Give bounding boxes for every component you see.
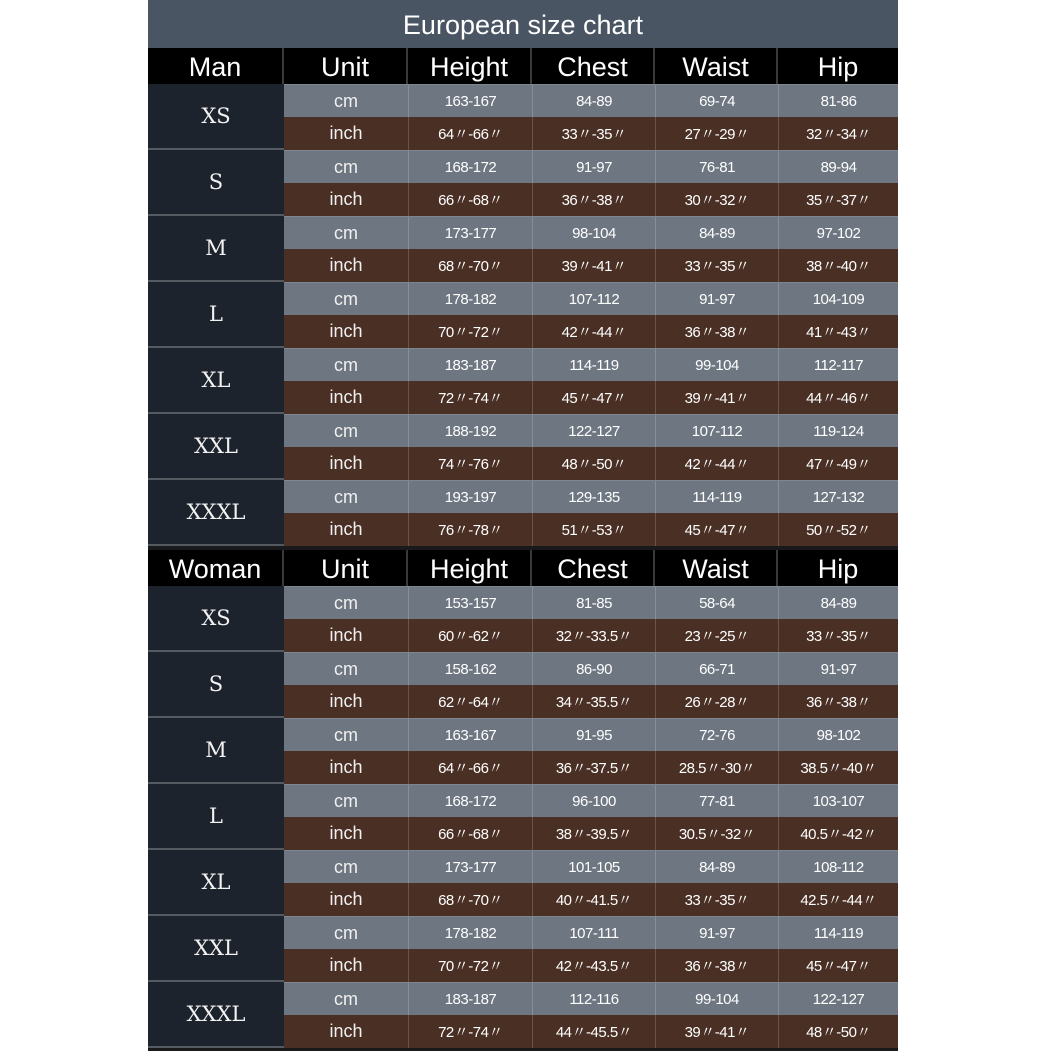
height-value: 74〃-76〃 — [408, 447, 532, 480]
unit-label: cm — [334, 988, 358, 1009]
height-value: 68〃-70〃 — [408, 249, 532, 282]
height-value: 60〃-62〃 — [408, 619, 532, 652]
chest-value: 40〃-41.5〃 — [532, 883, 655, 916]
waist-value: 39〃-41〃 — [655, 381, 778, 414]
unit-label: inch — [329, 625, 363, 645]
table-row — [284, 117, 898, 150]
column-header: Height — [408, 48, 532, 84]
hip-value: 42.5〃-44〃 — [778, 883, 898, 916]
height-value: 168-172 — [408, 151, 532, 183]
height-value: 64〃-66〃 — [408, 751, 532, 784]
waist-value: 30〃-32〃 — [655, 183, 778, 216]
column-header: Man — [148, 48, 284, 84]
chest-value: 98-104 — [532, 217, 655, 249]
column-header: Waist — [655, 48, 778, 84]
hip-value: 98-102 — [778, 719, 898, 751]
height-value: 70〃-72〃 — [408, 949, 532, 982]
height-value: 66〃-68〃 — [408, 817, 532, 850]
chest-value: 96-100 — [532, 785, 655, 817]
hip-value: 103-107 — [778, 785, 898, 817]
hip-value: 35〃-37〃 — [778, 183, 898, 216]
hip-value: 33〃-35〃 — [778, 619, 898, 652]
table-row — [284, 982, 898, 1015]
table-row — [284, 414, 898, 447]
hip-value: 47〃-49〃 — [778, 447, 898, 480]
hip-value: 32〃-34〃 — [778, 117, 898, 150]
chest-value: 34〃-35.5〃 — [532, 685, 655, 718]
unit-label: inch — [329, 519, 363, 539]
chest-value: 36〃-38〃 — [532, 183, 655, 216]
unit-label: cm — [334, 354, 358, 375]
table-row — [284, 619, 898, 652]
waist-value: 91-97 — [655, 283, 778, 315]
table-row — [284, 949, 898, 982]
column-header: Hip — [817, 52, 859, 82]
table-row — [284, 784, 898, 817]
hip-value: 41〃-43〃 — [778, 315, 898, 348]
height-value: 64〃-66〃 — [408, 117, 532, 150]
table-row — [284, 216, 898, 249]
hip-value: 36〃-38〃 — [778, 685, 898, 718]
waist-value: 77-81 — [655, 785, 778, 817]
unit-label: inch — [329, 123, 363, 143]
waist-value: 26〃-28〃 — [655, 685, 778, 718]
hip-value: 48〃-50〃 — [778, 1015, 898, 1048]
hip-value: 104-109 — [778, 283, 898, 315]
unit-label: cm — [334, 288, 358, 309]
hip-value: 122-127 — [778, 983, 898, 1015]
waist-value: 42〃-44〃 — [655, 447, 778, 480]
column-header: Chest — [532, 48, 655, 84]
height-value: 158-162 — [408, 653, 532, 685]
table-row — [284, 381, 898, 414]
size-label: XL — [148, 348, 284, 414]
waist-value: 114-119 — [655, 481, 778, 513]
height-value: 178-182 — [408, 917, 532, 949]
column-header: Unit — [284, 550, 408, 586]
waist-value: 45〃-47〃 — [655, 513, 778, 546]
hip-value: 114-119 — [778, 917, 898, 949]
column-header: Hip — [817, 554, 859, 584]
chest-value: 38〃-39.5〃 — [532, 817, 655, 850]
unit-label: inch — [329, 757, 363, 777]
table-row — [284, 1015, 898, 1048]
table-row — [284, 850, 898, 883]
size-label: XXXL — [148, 982, 284, 1048]
table-row — [284, 586, 898, 619]
size-chart — [148, 0, 898, 1051]
height-value: 163-167 — [408, 85, 532, 117]
unit-label: cm — [334, 724, 358, 745]
hip-value: 119-124 — [778, 415, 898, 447]
height-value: 168-172 — [408, 785, 532, 817]
unit-label: cm — [334, 922, 358, 943]
waist-value: 36〃-38〃 — [655, 949, 778, 982]
hip-value: 38.5〃-40〃 — [778, 751, 898, 784]
size-label: XXL — [148, 916, 284, 982]
size-label: M — [148, 718, 284, 784]
chest-value: 42〃-43.5〃 — [532, 949, 655, 982]
unit-label: cm — [334, 486, 358, 507]
hip-value: 44〃-46〃 — [778, 381, 898, 414]
height-value: 173-177 — [408, 217, 532, 249]
chest-value: 42〃-44〃 — [532, 315, 655, 348]
unit-label: inch — [329, 889, 363, 909]
chest-value: 51〃-53〃 — [532, 513, 655, 546]
size-label: XXL — [148, 414, 284, 480]
column-header: Woman — [148, 550, 284, 586]
chest-value: 114-119 — [532, 349, 655, 381]
waist-value: 72-76 — [655, 719, 778, 751]
hip-value: 45〃-47〃 — [778, 949, 898, 982]
column-header: Waist — [655, 550, 778, 586]
chest-value: 36〃-37.5〃 — [532, 751, 655, 784]
table-row — [284, 751, 898, 784]
chest-value: 45〃-47〃 — [532, 381, 655, 414]
height-value: 188-192 — [408, 415, 532, 447]
hip-value: 91-97 — [778, 653, 898, 685]
waist-value: 91-97 — [655, 917, 778, 949]
waist-value: 33〃-35〃 — [655, 249, 778, 282]
height-value: 72〃-74〃 — [408, 1015, 532, 1048]
chart-title: European size chart — [148, 0, 898, 48]
table-row — [284, 447, 898, 480]
waist-value: 27〃-29〃 — [655, 117, 778, 150]
height-value: 68〃-70〃 — [408, 883, 532, 916]
unit-label: cm — [334, 790, 358, 811]
unit-label: inch — [329, 189, 363, 209]
waist-value: 58-64 — [655, 587, 778, 619]
column-header: Height — [408, 550, 532, 586]
size-label: M — [148, 216, 284, 282]
chest-value: 84-89 — [532, 85, 655, 117]
chest-value: 107-112 — [532, 283, 655, 315]
unit-label: inch — [329, 691, 363, 711]
hip-value: 112-117 — [778, 349, 898, 381]
size-label: S — [148, 150, 284, 216]
table-row — [284, 480, 898, 513]
table-row — [284, 183, 898, 216]
unit-label: cm — [334, 156, 358, 177]
table-row — [284, 150, 898, 183]
unit-label: inch — [329, 321, 363, 341]
waist-value: 36〃-38〃 — [655, 315, 778, 348]
chest-value: 91-97 — [532, 151, 655, 183]
waist-value: 28.5〃-30〃 — [655, 751, 778, 784]
hip-value: 40.5〃-42〃 — [778, 817, 898, 850]
table-row — [284, 916, 898, 949]
hip-value: 38〃-40〃 — [778, 249, 898, 282]
size-label: S — [148, 652, 284, 718]
height-value: 70〃-72〃 — [408, 315, 532, 348]
height-value: 193-197 — [408, 481, 532, 513]
column-header: Unit — [284, 48, 408, 84]
unit-label: cm — [334, 222, 358, 243]
hip-value: 97-102 — [778, 217, 898, 249]
size-label: L — [148, 282, 284, 348]
chest-value: 32〃-33.5〃 — [532, 619, 655, 652]
height-value: 62〃-64〃 — [408, 685, 532, 718]
waist-value: 84-89 — [655, 217, 778, 249]
unit-label: cm — [334, 658, 358, 679]
waist-value: 23〃-25〃 — [655, 619, 778, 652]
table-row — [284, 718, 898, 751]
size-label: XS — [148, 586, 284, 652]
waist-value: 39〃-41〃 — [655, 1015, 778, 1048]
chest-value: 86-90 — [532, 653, 655, 685]
waist-value: 99-104 — [655, 349, 778, 381]
table-row — [284, 817, 898, 850]
chest-value: 39〃-41〃 — [532, 249, 655, 282]
unit-label: cm — [334, 856, 358, 877]
height-value: 178-182 — [408, 283, 532, 315]
chest-value: 122-127 — [532, 415, 655, 447]
waist-value: 99-104 — [655, 983, 778, 1015]
hip-value: 108-112 — [778, 851, 898, 883]
table-row — [284, 685, 898, 718]
chest-value: 107-111 — [532, 917, 655, 949]
unit-label: cm — [334, 90, 358, 111]
height-value: 66〃-68〃 — [408, 183, 532, 216]
unit-label: inch — [329, 823, 363, 843]
waist-value: 84-89 — [655, 851, 778, 883]
table-row — [284, 513, 898, 546]
unit-label: cm — [334, 420, 358, 441]
table-row — [284, 883, 898, 916]
table-row — [284, 348, 898, 381]
chest-value: 101-105 — [532, 851, 655, 883]
unit-label: inch — [329, 453, 363, 473]
unit-label: cm — [334, 592, 358, 613]
hip-value: 50〃-52〃 — [778, 513, 898, 546]
waist-value: 76-81 — [655, 151, 778, 183]
waist-value: 66-71 — [655, 653, 778, 685]
size-label: XXXL — [148, 480, 284, 546]
height-value: 76〃-78〃 — [408, 513, 532, 546]
unit-label: inch — [329, 387, 363, 407]
unit-label: inch — [329, 955, 363, 975]
size-label: L — [148, 784, 284, 850]
waist-value: 107-112 — [655, 415, 778, 447]
size-label: XL — [148, 850, 284, 916]
table-row — [284, 249, 898, 282]
unit-label: inch — [329, 255, 363, 275]
table-row — [284, 282, 898, 315]
height-value: 163-167 — [408, 719, 532, 751]
chest-value: 129-135 — [532, 481, 655, 513]
waist-value: 33〃-35〃 — [655, 883, 778, 916]
hip-value: 127-132 — [778, 481, 898, 513]
height-value: 183-187 — [408, 349, 532, 381]
waist-value: 69-74 — [655, 85, 778, 117]
table-row — [284, 315, 898, 348]
chest-value: 112-116 — [532, 983, 655, 1015]
table-row — [284, 84, 898, 117]
chest-value: 91-95 — [532, 719, 655, 751]
hip-value: 89-94 — [778, 151, 898, 183]
chest-value: 48〃-50〃 — [532, 447, 655, 480]
hip-value: 81-86 — [778, 85, 898, 117]
waist-value: 30.5〃-32〃 — [655, 817, 778, 850]
chest-value: 81-85 — [532, 587, 655, 619]
unit-label: inch — [329, 1021, 363, 1041]
chest-value: 33〃-35〃 — [532, 117, 655, 150]
height-value: 72〃-74〃 — [408, 381, 532, 414]
hip-value: 84-89 — [778, 587, 898, 619]
height-value: 173-177 — [408, 851, 532, 883]
column-header: Chest — [532, 550, 655, 586]
section-header-1 — [148, 550, 898, 586]
height-value: 183-187 — [408, 983, 532, 1015]
table-row — [284, 652, 898, 685]
height-value: 153-157 — [408, 587, 532, 619]
size-label: XS — [148, 84, 284, 150]
chest-value: 44〃-45.5〃 — [532, 1015, 655, 1048]
section-header-0 — [148, 48, 898, 84]
